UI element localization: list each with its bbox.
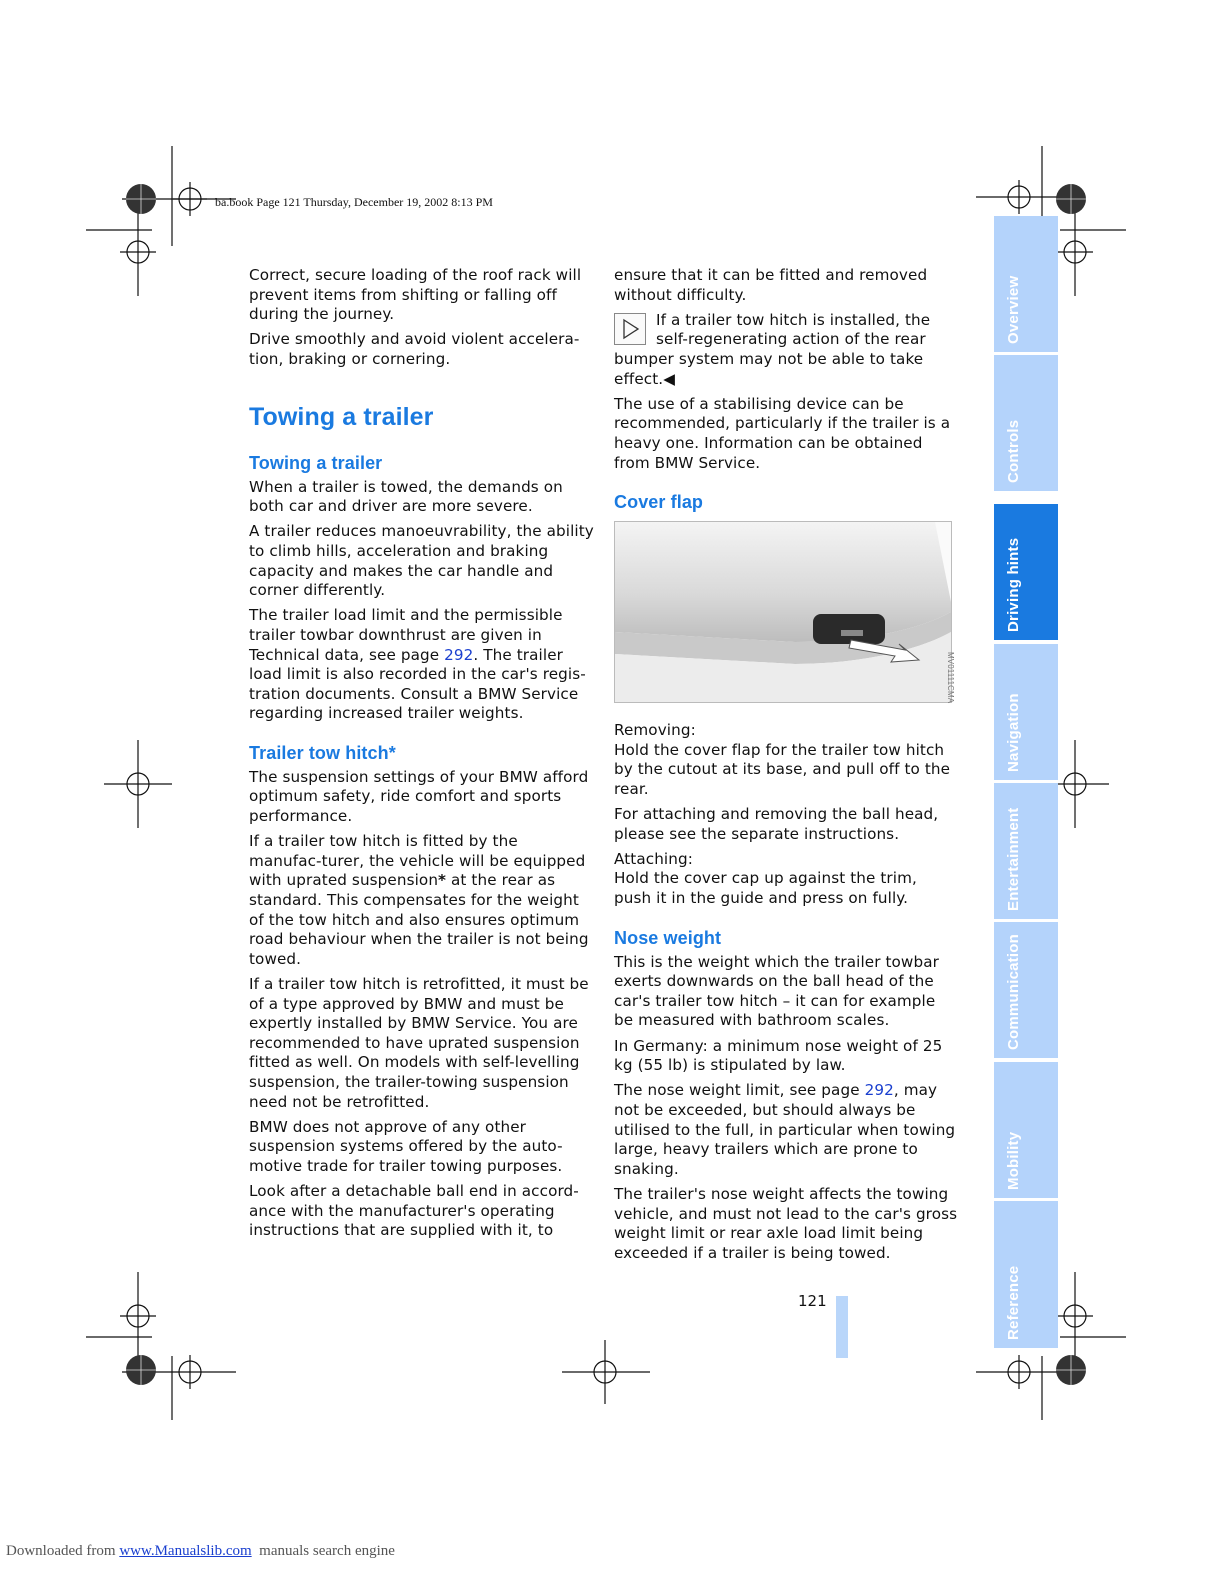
paragraph: ensure that it can be fitted and removed without difficulty.	[614, 266, 928, 304]
paragraph: If a trailer tow hitch is retrofitted, it must be of a type approved by BMW and must be expertly installed by BMW Service. You are recommended to have uprated suspension fitted as well. On models with self-levelling suspension, the trailer-towing suspension need not be retrofitted.	[249, 975, 589, 1111]
note-text: If a trailer tow hitch is installed, the self-regenerating action of the rear bumper system may not be able to take effect.◀	[614, 310, 931, 388]
subsection-title: Nose weight	[614, 927, 722, 948]
paragraph: The use of a stabilising device can be recommended, particularly if the trailer is a heavy one. Information can be obtained from BMW Service.	[614, 394, 951, 472]
text: If a trailer tow hitch is fitted by the manufac-turer, the vehicle will be equipped with uprated suspension	[249, 832, 586, 890]
paragraph: In Germany: a minimum nose weight of 25 kg (55 lb) is stipulated by law.	[614, 1036, 943, 1075]
subsection-title: Trailer tow hitch*	[249, 742, 396, 763]
tab-overview[interactable]	[994, 216, 1058, 354]
optional-equipment-star: *	[438, 871, 447, 890]
paragraph: The trailer's nose weight affects the towing vehicle, and must not lead to the car's gross weight limit or rear axle load limit being exceeded if a trailer is being towed.	[614, 1184, 958, 1262]
label: Attaching:	[614, 849, 693, 868]
tab-navigation[interactable]	[994, 644, 1058, 782]
manualslib-link[interactable]: www.Manualslib.com	[119, 1543, 252, 1559]
note-arrow-icon	[614, 313, 646, 345]
paragraph	[249, 832, 594, 969]
paragraph: Correct, secure loading of the roof rack will prevent items from shifting or falling off during the journey.	[249, 266, 582, 324]
tab-label: Overview	[1005, 275, 1022, 344]
paragraph: Look after a detachable ball end in accord-ance with the manufacturer's operating instructions that are supplied with it, to	[249, 1182, 579, 1240]
subsection-title: Cover flap	[614, 492, 704, 513]
paragraph	[614, 850, 959, 909]
tab-label: Navigation	[1005, 693, 1022, 772]
tab-controls[interactable]	[994, 355, 1058, 493]
footer-prefix: Downloaded from	[6, 1543, 120, 1559]
left-column	[249, 266, 594, 1247]
text: The trailer load limit and the permissible trailer towbar downthrust are given in Technical data, see page	[249, 606, 563, 664]
bumper-illustration	[615, 522, 951, 702]
paragraph	[614, 721, 959, 799]
tab-label: Communication	[1005, 934, 1022, 1050]
paragraph: Drive smoothly and avoid violent accelera-tion, braking or cornering.	[249, 330, 580, 368]
label: Removing:	[614, 721, 696, 740]
subsection-title: Towing a trailer	[249, 452, 383, 473]
note	[614, 311, 959, 389]
paragraph	[614, 1081, 959, 1179]
paragraph: When a trailer is towed, the demands on both car and driver are more severe.	[249, 477, 563, 516]
tab-label: Reference	[1005, 1265, 1022, 1340]
file-info-header: ba.book Page 121 Thursday, December 19, 2002 8:13 PM	[215, 195, 493, 209]
tab-label: Mobility	[1005, 1131, 1022, 1190]
page-link[interactable]: 292	[864, 1081, 894, 1100]
download-footer	[6, 1543, 395, 1560]
page-number-bar	[836, 1296, 848, 1358]
tab-entertainment[interactable]	[994, 783, 1058, 921]
section-title: Towing a trailer	[249, 402, 434, 431]
page-number: 121	[798, 1292, 827, 1310]
text: The nose weight limit, see page	[614, 1081, 865, 1100]
paragraph: A trailer reduces manoeuvrability, the ability to climb hills, acceleration and braking capacity and makes the car handle and corner differently.	[249, 522, 594, 600]
paragraph: This is the weight which the trailer towbar exerts downwards on the ball head of the car's trailer tow hitch – it can for example be measured with bathroom scales.	[614, 952, 939, 1030]
paragraph: The suspension settings of your BMW afford optimum safety, ride comfort and sports performance.	[249, 767, 589, 826]
figure-code: MV01111CMA	[946, 652, 955, 704]
paragraph: BMW does not approve of any other suspension systems offered by the auto-motive trade for trailer towing purposes.	[249, 1117, 563, 1175]
page-link[interactable]: 292	[444, 645, 474, 664]
cover-flap-figure	[614, 521, 955, 704]
footer-suffix: manuals search engine	[251, 1543, 395, 1559]
tab-label: Controls	[1005, 419, 1022, 483]
tab-label: Driving hints	[1005, 537, 1022, 632]
text: Hold the cover cap up against the trim, push it in the guide and press on fully.	[614, 869, 917, 908]
right-column	[614, 266, 959, 1269]
text: Hold the cover flap for the trailer tow hitch by the cutout at its base, and pull off to the rear.	[614, 740, 951, 798]
tab-driving-hints[interactable]	[994, 504, 1058, 642]
text: , may not be exceeded, but should always be utilised to the full, in particular when towing large, heavy trailers which are prone to snaking.	[614, 1081, 956, 1178]
tab-reference[interactable]	[994, 1201, 1058, 1350]
tab-label: Entertainment	[1005, 807, 1022, 911]
paragraph	[249, 606, 594, 724]
chapter-tabs	[994, 216, 1058, 1350]
text: . The trailer load limit is also recorded in the car's regis-tration documents. Consult a BMW Service regarding increased trailer weights.	[249, 645, 586, 723]
paragraph: For attaching and removing the ball head, please see the separate instructions.	[614, 805, 939, 843]
tab-mobility[interactable]	[994, 1062, 1058, 1200]
tab-communication[interactable]	[994, 922, 1058, 1060]
text: at the rear as standard. This compensates for the weight of the tow hitch and also ensures optimum road behaviour when the trailer is not being towed.	[249, 871, 589, 968]
